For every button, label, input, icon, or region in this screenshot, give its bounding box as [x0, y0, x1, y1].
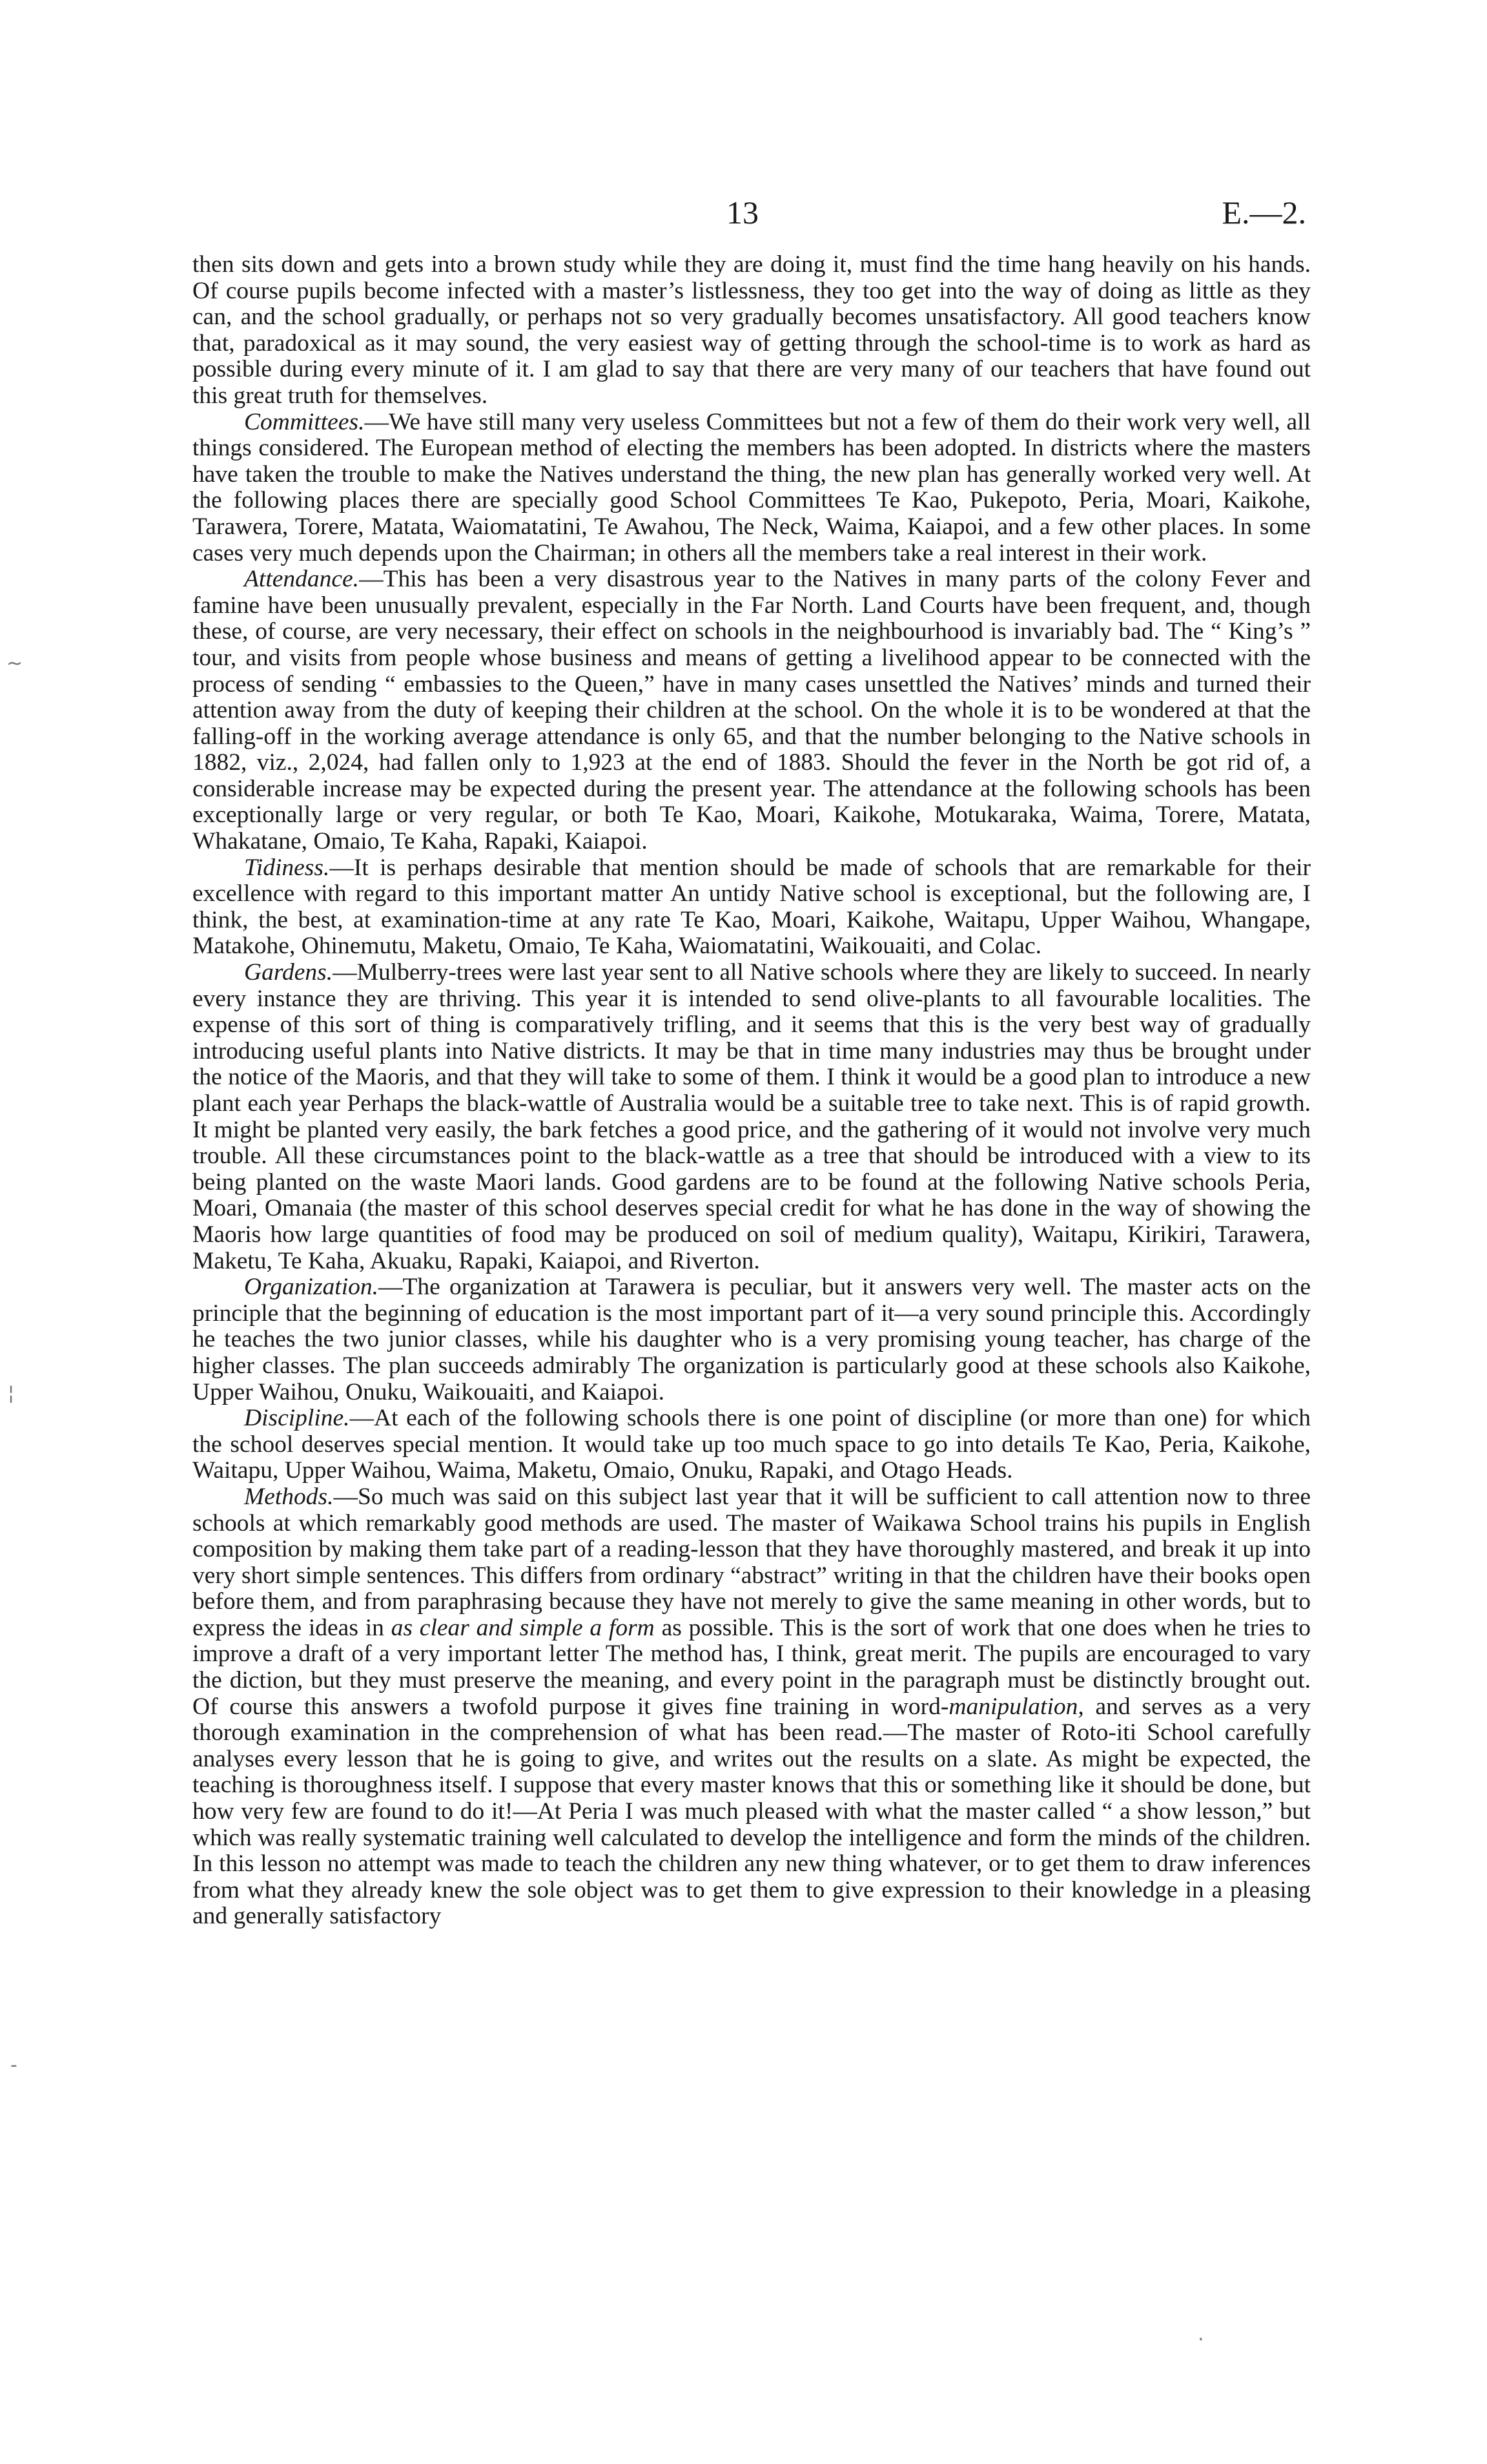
paragraph-text: and serves as a very thorough examination in the comprehension of what has been read.—The master of Roto-iti School carefully analyses every lesson that he is going to give, and writes out the results on a slate. As might be expected, the teaching is thoroughness itself. I suppose that every master knows that this or something like it should be done, but how very few are found to do it!—At Peria I was much pleased with what the master called “ a show lesson,” but which was really systematic training well calculated to develop the intelligence and form the minds of the children. In this lesson no attempt was made to teach the children any new thing whatever, or to get them to draw inferences from what they already knew the sole object was to get them to give expression to their knowledge in a pleasing and generally satisfactory: [192, 1693, 1311, 1930]
emphasis-text: as clear and simple a form: [391, 1614, 655, 1641]
paragraph-gardens: [192, 960, 1311, 1274]
page-number: 13: [726, 194, 759, 231]
section-heading-tidiness: Tidiness.: [244, 854, 330, 881]
body-text: [192, 252, 1311, 1930]
paragraph-text: —So much was said on this subject last year that it will be sufficient to call attention now to three schools at which remarkably good methods are used. The master of Waikawa School trains his pupils in English composition by making them take part of a reading-lesson that they have thoroughly mastered, and break it up into very short simple sentences. This differs from ordinary “abstract” writing in that the children have their books open before them, and from paraphrasing because they have not merely to give the same meaning in other words, but to express the ideas in: [192, 1483, 1311, 1641]
paragraph-text: —At each of the following schools there is one point of discipline (or more than one) for which the school deserves special mention. It would take up too much space to go into details Te Kao, Peria, Kaikohe, Waitapu, Upper Waihou, Waima, Maketu, Omaio, Onuku, Rapaki, and Otago Heads.: [192, 1405, 1311, 1484]
document-code: E.—2.: [1222, 194, 1306, 231]
paragraph-attendance: [192, 566, 1311, 855]
paragraph-text: as possible. This is the sort of work that one does when he tries to improve a draft of a very important letter The method has, I think, great merit. The pupils are encouraged to vary the diction, but they must preserve the meaning, and every point in the paragraph must be distinctly brought out. Of course this answers a twofold purpose it gives fine training in word-: [192, 1614, 1311, 1720]
paragraph-tidiness: [192, 855, 1311, 960]
paragraph-text: —It is perhaps desirable that mention should be made of schools that are remarkable for their excellence with regard to this important matter An untidy Native school is exceptional, but the following are, I think, the best, at examination-time at any rate Te Kao, Moari, Kaikohe, Waitapu, Upper Waihou, Whangape, Matakohe, Ohinemutu, Maketu, Omaio, Te Kaha, Waiomatatini, Waikouaiti, and Colac.: [192, 854, 1311, 960]
paragraph-committees: [192, 409, 1311, 567]
section-heading-gardens: Gardens.: [244, 959, 333, 986]
paragraph-methods: [192, 1484, 1311, 1930]
section-heading-methods: Methods.: [244, 1483, 334, 1510]
scan-mark-left-middle: ¦: [8, 1382, 15, 1405]
paragraph-organization: [192, 1274, 1311, 1405]
paragraph-text: —Mulberry-trees were last year sent to all Native schools where they are likely to succeed. In nearly every instance they are thriving. This year it is intended to send olive-plants to all favourable localities. The expense of this sort of thing is comparatively trifling, and it seems that this is the very best way of gradually introducing useful plants into Native districts. It may be that in time many industries may thus be brought under the notice of the Maoris, and that they will take to some of them. I think it would be a good plan to introduce a new plant each year Perhaps the black-wattle of Australia would be a suitable tree to take next. This is of rapid growth. It might be planted very easily, the bark fetches a good price, and the gathering of it would not involve very much trouble. All these circumstances point to the black-wattle as a tree that should be introduced with a view to its being planted on the waste Maori lands. Good gardens are to be found at the following Native schools Peria, Moari, Omanaia (the master of this school deserves special credit for what he has done in the way of showing the Maoris how large quantities of food may be produced on soil of medium quality), Waitapu, Kirikiri, Tarawera, Maketu, Te Kaha, Akuaku, Rapaki, Kaiapoi, and Riverton.: [192, 959, 1311, 1274]
scan-mark-left-lower: -: [10, 2054, 17, 2076]
emphasis-text: manipulation,: [949, 1693, 1084, 1720]
page-header: [0, 194, 1487, 239]
paragraph-text: —This has been a very disastrous year to the Natives in many parts of the colony Fever and famine have been unusually prevalent, especially in the Far North. Land Courts have been frequent, and, though these, of course, are very necessary, their effect on schools in the neighbourhood is invariably bad. The “ King’s ” tour, and visits from people whose business and means of getting a livelihood appear to be connected with the process of sending “ embassies to the Queen,” have in many cases unsettled the Natives’ minds and turned their attention away from the duty of keeping their children at the school. On the whole it is to be wondered at that the falling-off in the working average attendance is only 65, and that the number belonging to the Native schools in 1882, viz., 2,024, had fallen only to 1,923 at the end of 1883. Should the fever in the North be got rid of, a considerable increase may be expected during the present year. The attendance at the following schools has been exceptionally large or very regular, or both Te Kao, Moari, Kaikohe, Motukaraka, Waima, Torere, Matata, Whakatane, Omaio, Te Kaha, Rapaki, Kaiapoi.: [192, 566, 1311, 855]
paragraph-text: —We have still many very useless Committees but not a few of them do their work very well, all things considered. The European method of electing the members has been adopted. In districts where the masters have taken the trouble to make the Natives understand the thing, the new plan has generally worked very well. At the following places there are specially good School Committees Te Kao, Pukepoto, Peria, Moari, Kaikohe, Tarawera, Torere, Matata, Waiomatatini, Te Awahou, The Neck, Waima, Kaiapoi, and a few other places. In some cases very much depends upon the Chairman; in others all the members take a real interest in their work.: [192, 408, 1311, 566]
section-heading-committees: Committees.: [244, 408, 365, 435]
section-heading-organization: Organization.: [244, 1274, 379, 1301]
paragraph-text: then sits down and gets into a brown study while they are doing it, must find the time hang heavily on his hands. Of course pupils become infected with a master’s listlessness, they too get into the way of doing as little as they can, and the school gradually, or perhaps not so very gradually becomes unsatisfactory. All good teachers know that, paradoxical as it may sound, the very easiest way of getting through the school-time is to work as hard as possible during every minute of it. I am glad to say that there are very many of our teachers that have found out this great truth for themselves.: [192, 251, 1311, 409]
scan-mark-bottom: ·: [1198, 2328, 1204, 2351]
scan-mark-left-upper: ~: [6, 652, 23, 675]
section-heading-discipline: Discipline.: [244, 1405, 350, 1432]
section-heading-attendance: Attendance.: [244, 566, 360, 593]
paragraph-discipline: [192, 1405, 1311, 1484]
paragraph-intro: [192, 252, 1311, 409]
paragraph-text: —The organization at Tarawera is peculiar, but it answers very well. The master acts on the principle that the beginning of education is the most important part of it—a very sound principle this. Accordingly he teaches the two junior classes, while his daughter who is a very promising young teacher, has charge of the higher classes. The plan succeeds admirably The organization is particularly good at these schools also Kaikohe, Upper Waihou, Onuku, Waikouaiti, and Kaiapoi.: [192, 1274, 1311, 1405]
